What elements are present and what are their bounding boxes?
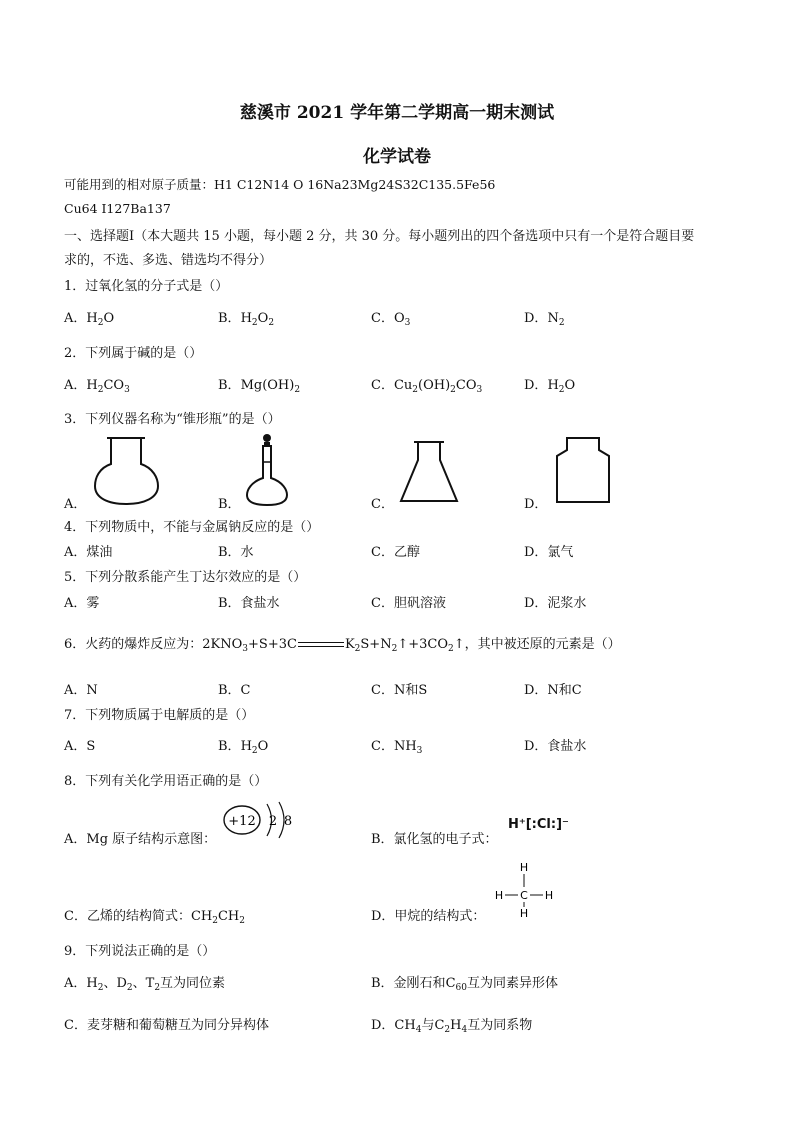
q1-option-b: B．$H_2O_2$	[218, 311, 275, 328]
q7-option-d: D．食盐水	[524, 739, 587, 754]
q9-option-c: C．麦芽糖和葡萄糖互为同分异构体	[64, 1018, 269, 1033]
ch4-h-bottom: H	[519, 907, 529, 920]
q2-option-d: D．$H_2O$	[524, 378, 576, 395]
hcl-electron-formula: H⁺[:Cl:]⁻	[508, 817, 569, 832]
section-heading: 一、选择题Ⅰ（本大题共 15 小题，每小题 2 分，共 30 分。每小题列出的四个备选项中只有一个是符合题目要	[64, 229, 695, 244]
q5-option-d: D．泥浆水	[524, 596, 587, 611]
q1-option-c: C．$O_3$	[371, 311, 411, 328]
mg-atom-structure-diagram	[222, 798, 302, 842]
q6-option-a: A．N	[64, 683, 98, 698]
mg-nucleus-label: +12	[228, 814, 256, 829]
q8-stem: 8．下列有关化学用语正确的是（）	[64, 774, 268, 789]
q7-option-c: C．$NH_3$	[371, 739, 423, 756]
q4-option-c: C．乙醇	[371, 545, 420, 560]
q8-option-c: C．乙烯的结构简式：$CH_2CH_2$	[64, 909, 246, 926]
q1-stem: 1．过氧化氢的分子式是（）	[64, 279, 229, 294]
q8-option-b: B．氯化氢的电子式：	[371, 832, 498, 847]
q9-option-a: A．$H_2$、$D_2$、$T_2$互为同位素	[64, 976, 226, 993]
atomic-mass-line-2: Cu64 I127Ba137	[64, 201, 171, 216]
q7-stem: 7．下列物质属于电解质的是（）	[64, 708, 255, 723]
section-heading-cont: 求的，不选、多选、错选均不得分）	[64, 253, 273, 268]
q4-option-b: B．水	[218, 545, 254, 560]
mg-shell1-label: 2	[268, 814, 278, 829]
q4-option-a: A．煤油	[64, 545, 113, 560]
volumetric-flask-icon	[240, 432, 290, 506]
atomic-mass-line-1: 可能用到的相对原子质量：H1 C12N14 O 16Na23Mg24S32C135.5Fe56	[64, 177, 496, 192]
ch4-h-right: H	[544, 889, 554, 902]
round-bottom-flask-icon	[92, 436, 162, 506]
erlenmeyer-flask-icon	[398, 440, 460, 504]
q6-stem: 6．火药的爆炸反应为：$2KNO_3+S+3C$ $K_2S+N_2↑+3CO_2↑$，其中被还原的元素是（）	[64, 637, 621, 654]
q2-option-c: C．$Cu_2(OH)_2CO_3$	[371, 378, 483, 395]
q2-option-b: B．$Mg(OH)_2$	[218, 378, 301, 395]
q8-option-a: A．Mg 原子结构示意图：	[64, 832, 217, 847]
q3-stem: 3．下列仪器名称为“锥形瓶”的是（）	[64, 412, 281, 427]
q7-option-b: B．$H_2O$	[218, 739, 269, 756]
q7-option-a: A．S	[64, 739, 96, 754]
q1-option-d: D．$N_2$	[524, 311, 565, 328]
q4-stem: 4．下列物质中，不能与金属钠反应的是（）	[64, 520, 320, 535]
page-subtitle: 化学试卷	[363, 147, 431, 167]
q6-option-d: D．N和C	[524, 683, 582, 698]
q3-option-a: A．	[64, 497, 87, 512]
q3-option-d: D．	[524, 497, 548, 512]
q9-option-b: B．金刚石和$C_{60}$互为同素异形体	[371, 976, 558, 993]
ch4-h-top: H	[519, 861, 529, 874]
q5-option-c: C．胆矾溶液	[371, 596, 446, 611]
page-title: 慈溪市 2021 学年第二学期高一期末测试	[239, 103, 555, 123]
q3-option-b: B．	[218, 497, 241, 512]
q9-stem: 9．下列说法正确的是（）	[64, 944, 216, 959]
q2-stem: 2．下列属于碱的是（）	[64, 346, 203, 361]
q5-stem: 5．下列分散系能产生丁达尔效应的是（）	[64, 570, 307, 585]
q6-option-b: B．C	[218, 683, 251, 698]
methane-structural-formula	[494, 860, 554, 920]
q4-option-d: D．氯气	[524, 545, 574, 560]
q5-option-b: B．食盐水	[218, 596, 280, 611]
ch4-h-left: H	[494, 889, 504, 902]
mg-shell2-label: 8	[283, 814, 293, 829]
q5-option-a: A．雾	[64, 596, 100, 611]
reagent-bottle-icon	[553, 436, 613, 506]
q3-option-c: C．	[371, 497, 394, 512]
q2-option-a: A．$H_2CO_3$	[64, 378, 130, 395]
ch4-carbon: C	[520, 889, 528, 902]
q9-option-d: D．$CH_4$与$C_2H_4$互为同系物	[371, 1018, 533, 1035]
q6-option-c: C．N和S	[371, 683, 428, 698]
q1-option-a: A．$H_2O$	[64, 311, 115, 328]
q8-option-d: D．甲烷的结构式：	[371, 909, 486, 924]
